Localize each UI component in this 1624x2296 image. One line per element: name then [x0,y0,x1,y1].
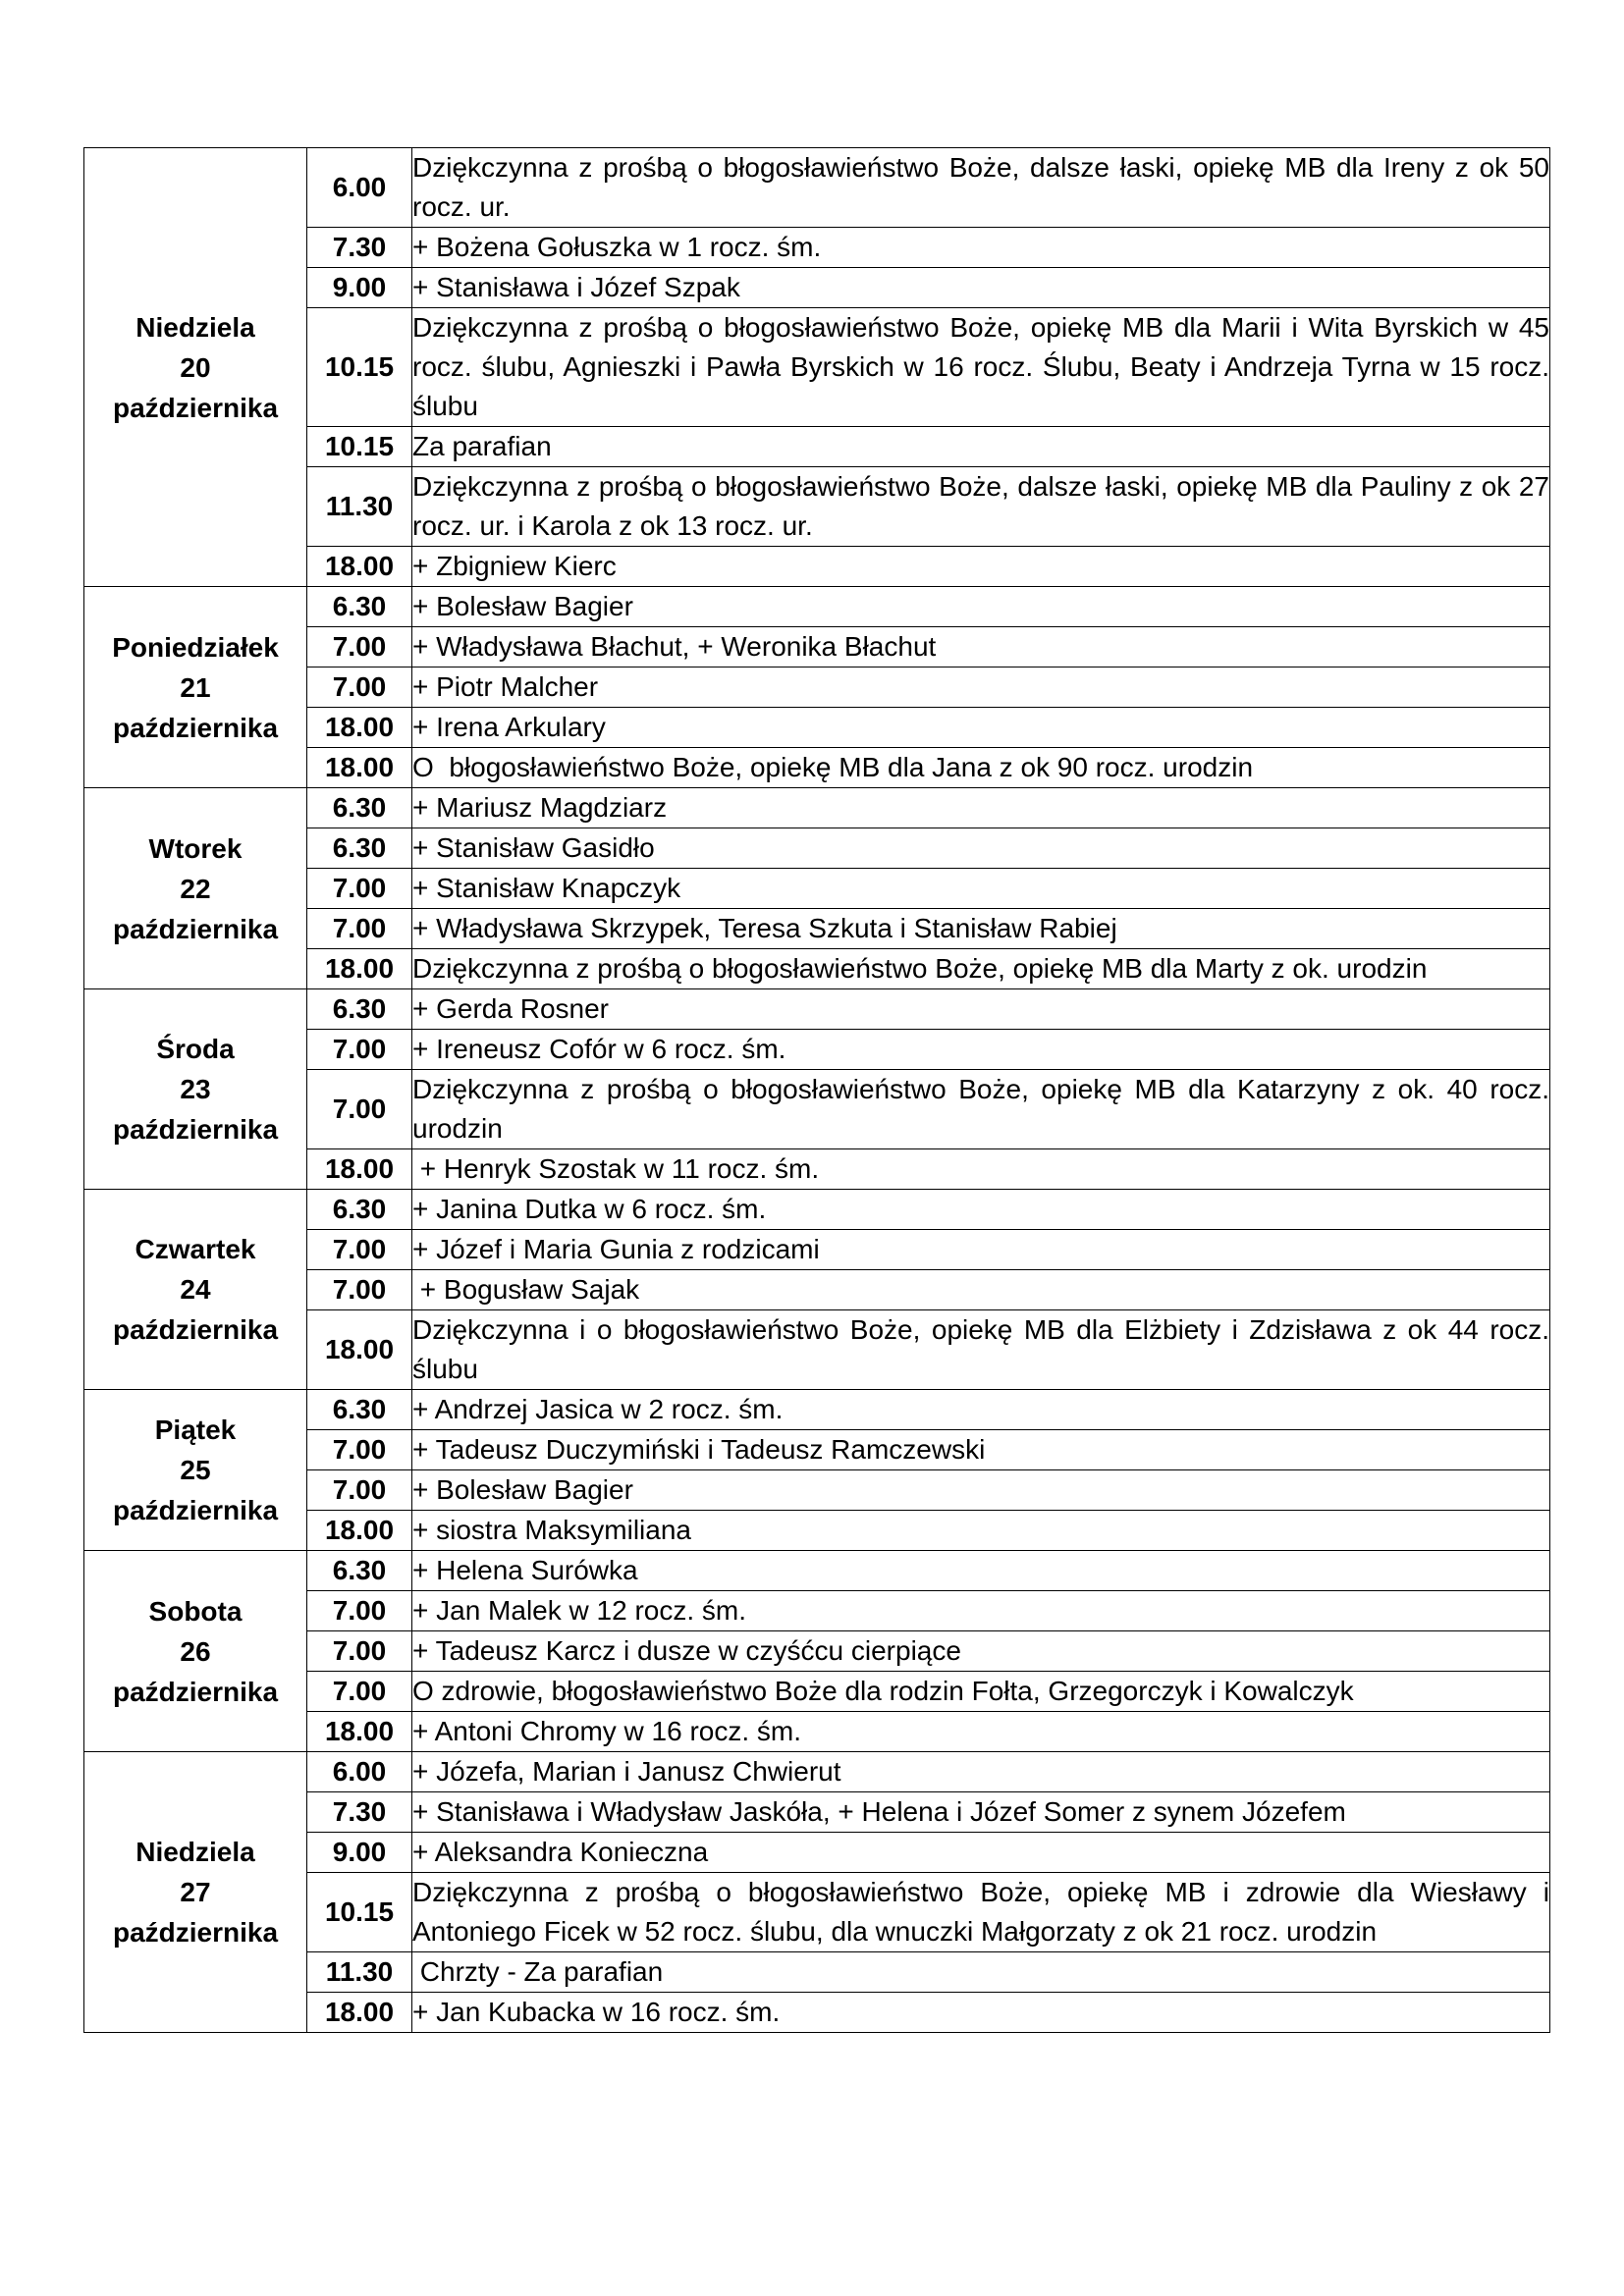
mass-time: 6.30 [307,1390,412,1430]
day-cell [84,1390,307,1551]
day-date: 25 [180,1455,211,1485]
day-date: 20 [180,351,211,383]
mass-intention: + Bolesław Bagier [412,1470,1550,1511]
day-month: października [112,392,279,423]
mass-time: 6.30 [307,1190,412,1230]
mass-time: 6.30 [307,1551,412,1591]
mass-intention: + Stanisława i Władysław Jaskóła, + Helena i Józef Somer z synem Józefem [412,1792,1550,1833]
mass-time: 10.15 [307,308,412,427]
mass-intention: Dziękczynna z prośbą o błogosławieństwo Boże, opiekę MB dla Marty z ok. urodzin [412,949,1550,989]
mass-time: 18.00 [307,547,412,587]
day-month: października [112,712,279,743]
mass-row [84,587,1550,627]
day-name: Piątek [154,1415,237,1445]
mass-intention: + Zbigniew Kierc [412,547,1550,587]
day-cell [84,587,307,788]
mass-time: 18.00 [307,748,412,788]
day-date: 23 [180,1074,211,1104]
mass-intention: + Władysława Skrzypek, Teresa Szkuta i Stanisław Rabiej [412,909,1550,949]
mass-time: 18.00 [307,1712,412,1752]
mass-time: 7.00 [307,1070,412,1149]
mass-time: 6.30 [307,587,412,627]
mass-intention: + Tadeusz Karcz i dusze w czyśćcu cierpiące [412,1631,1550,1672]
mass-row [84,788,1550,828]
day-name: Poniedziałek [112,631,279,663]
mass-time: 7.00 [307,1591,412,1631]
mass-time: 10.15 [307,1873,412,1952]
day-cell [84,1551,307,1752]
mass-intention: + Józefa, Marian i Janusz Chwierut [412,1752,1550,1792]
mass-intention: Dziękczynna z prośbą o błogosławieństwo Boże, opiekę MB dla Marii i Wita Byrskich w 45 rocz. ślubu, Agnieszki i Pawła Byrskich w 16 rocz. Ślubu, Beaty i Andrzeja Tyrna w 15 rocz. ślubu [412,308,1550,427]
day-name: Czwartek [135,1234,256,1264]
mass-time: 9.00 [307,1833,412,1873]
mass-time: 7.00 [307,1470,412,1511]
mass-time: 7.30 [307,1792,412,1833]
day-month: października [112,1314,279,1345]
mass-intention: + Antoni Chromy w 16 rocz. śm. [412,1712,1550,1752]
mass-time: 18.00 [307,708,412,748]
mass-intention: + Bolesław Bagier [412,587,1550,627]
day-date: 26 [180,1635,211,1667]
mass-intention: + Andrzej Jasica w 2 rocz. śm. [412,1390,1550,1430]
mass-time: 7.00 [307,1030,412,1070]
mass-time: 6.00 [307,1752,412,1792]
day-cell [84,788,307,989]
mass-intention: Dziękczynna z prośbą o błogosławieństwo Boże, dalsze łaski, opiekę MB dla Ireny z ok 50 rocz. ur. [412,148,1550,228]
mass-time: 7.00 [307,1230,412,1270]
day-month: października [112,1114,279,1145]
mass-intention: Dziękczynna z prośbą o błogosławieństwo Boże, dalsze łaski, opiekę MB dla Pauliny z ok 27 rocz. ur. i Karola z ok 13 rocz. ur. [412,467,1550,547]
mass-time: 7.00 [307,909,412,949]
mass-time: 11.30 [307,1952,412,1993]
day-name: Sobota [148,1595,243,1627]
mass-intention: + Jan Kubacka w 16 rocz. śm. [412,1993,1550,2033]
mass-intention: + Tadeusz Duczymiński i Tadeusz Ramczewski [412,1430,1550,1470]
mass-time: 7.00 [307,627,412,667]
day-name: Niedziela [135,1837,255,1867]
mass-time: 11.30 [307,467,412,547]
mass-time: 18.00 [307,1149,412,1190]
day-month: października [112,1676,279,1707]
mass-intention: + Janina Dutka w 6 rocz. śm. [412,1190,1550,1230]
day-month: października [112,913,279,944]
mass-intention: + Gerda Rosner [412,989,1550,1030]
mass-time: 7.00 [307,1672,412,1712]
day-cell [84,989,307,1190]
mass-intention: O zdrowie, błogosławieństwo Boże dla rodzin Fołta, Grzegorczyk i Kowalczyk [412,1672,1550,1712]
mass-time: 6.30 [307,989,412,1030]
day-name: Środa [156,1034,235,1064]
day-name: Niedziela [135,311,255,343]
mass-time: 7.00 [307,667,412,708]
mass-intention: + Stanisław Knapczyk [412,869,1550,909]
mass-intention: + Aleksandra Konieczna [412,1833,1550,1873]
mass-time: 9.00 [307,268,412,308]
mass-intention: + Józef i Maria Gunia z rodzicami [412,1230,1550,1270]
mass-time: 7.00 [307,1270,412,1310]
mass-intention: Dziękczynna z prośbą o błogosławieństwo Boże, opiekę MB dla Katarzyny z ok. 40 rocz. urodzin [412,1070,1550,1149]
mass-intention: + Mariusz Magdziarz [412,788,1550,828]
mass-intention: Dziękczynna z prośbą o błogosławieństwo Boże, opiekę MB i zdrowie dla Wiesławy i Antoniego Ficek w 52 rocz. ślubu, dla wnuczki Małgorzaty z ok 21 rocz. urodzin [412,1873,1550,1952]
mass-time: 6.00 [307,148,412,228]
mass-schedule-table [83,147,1550,2033]
mass-intention: O błogosławieństwo Boże, opiekę MB dla Jana z ok 90 rocz. urodzin [412,748,1550,788]
mass-time: 7.00 [307,1631,412,1672]
mass-intention: + Ireneusz Cofór w 6 rocz. śm. [412,1030,1550,1070]
mass-intention: + Henryk Szostak w 11 rocz. śm. [412,1149,1550,1190]
day-date: 21 [180,671,211,703]
mass-row [84,1752,1550,1792]
mass-time: 7.00 [307,1430,412,1470]
mass-intention: + Irena Arkulary [412,708,1550,748]
mass-intention: + Stanisław Gasidło [412,828,1550,869]
day-date: 22 [180,873,211,904]
day-month: października [112,1495,279,1525]
mass-time: 6.30 [307,828,412,869]
mass-intention: + Stanisława i Józef Szpak [412,268,1550,308]
mass-time: 18.00 [307,949,412,989]
mass-time: 18.00 [307,1511,412,1551]
mass-intention: + siostra Maksymiliana [412,1511,1550,1551]
mass-schedule-body [84,148,1550,2033]
day-name: Wtorek [148,832,243,864]
mass-time: 18.00 [307,1310,412,1390]
mass-time: 6.30 [307,788,412,828]
mass-time: 7.00 [307,869,412,909]
mass-intention: Chrzty - Za parafian [412,1952,1550,1993]
mass-intention: + Władysława Błachut, + Weronika Błachut [412,627,1550,667]
mass-intention: + Helena Surówka [412,1551,1550,1591]
day-date: 27 [180,1877,211,1907]
mass-time: 18.00 [307,1993,412,2033]
mass-row [84,989,1550,1030]
mass-time: 10.15 [307,427,412,467]
mass-row [84,1190,1550,1230]
mass-intention: + Bożena Gołuszka w 1 rocz. śm. [412,228,1550,268]
day-date: 24 [180,1274,211,1305]
mass-row [84,1390,1550,1430]
mass-row [84,148,1550,228]
mass-intention: Dziękczynna i o błogosławieństwo Boże, opiekę MB dla Elżbiety i Zdzisława z ok 44 rocz. ślubu [412,1310,1550,1390]
day-month: października [112,1917,279,1948]
mass-intention: + Jan Malek w 12 rocz. śm. [412,1591,1550,1631]
day-cell [84,1752,307,2033]
mass-intention: + Bogusław Sajak [412,1270,1550,1310]
mass-intention: Za parafian [412,427,1550,467]
mass-row [84,1551,1550,1591]
mass-time: 7.30 [307,228,412,268]
day-cell [84,148,307,587]
mass-intention: + Piotr Malcher [412,667,1550,708]
day-cell [84,1190,307,1390]
